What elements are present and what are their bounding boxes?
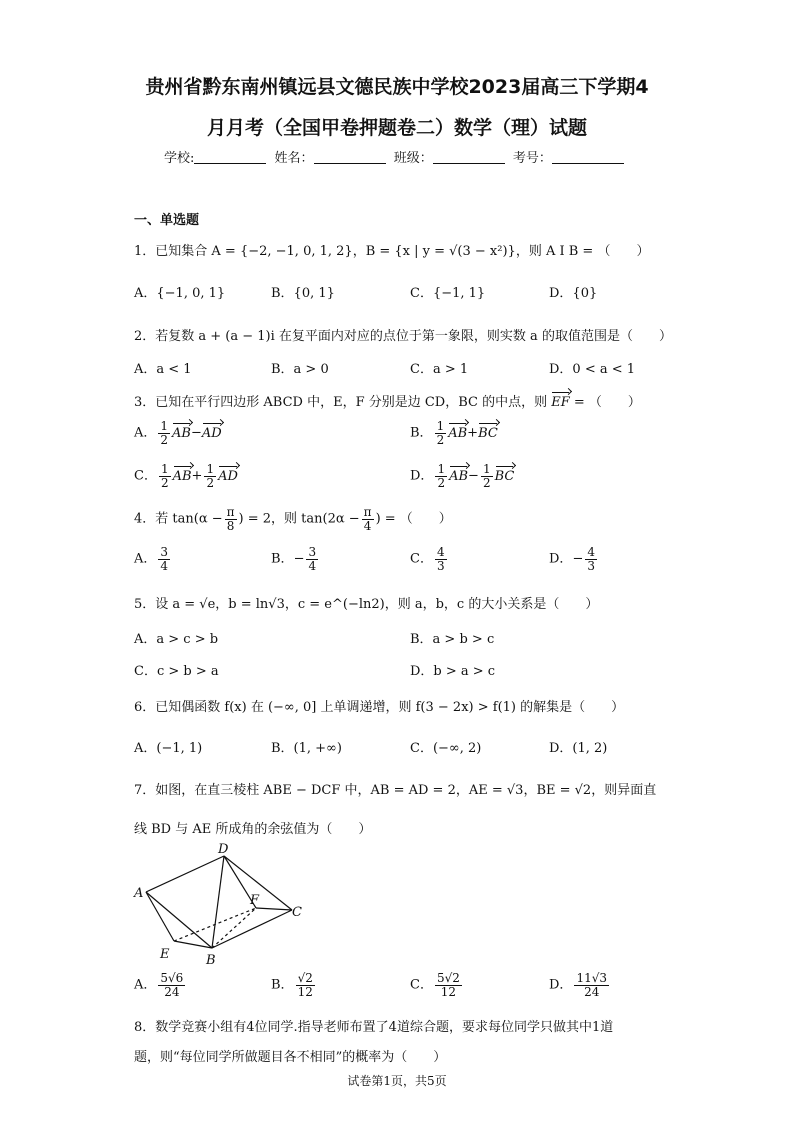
q5-option-c: C．c > b > a [134, 664, 219, 679]
q7-d-numerator: 11√3 [576, 971, 607, 985]
q7-d-fraction [574, 972, 609, 998]
q3-a-vector-1: AB [172, 425, 191, 441]
q2-option-d: D．0 < a < 1 [549, 362, 636, 377]
q7-b-label: B． [271, 977, 294, 993]
q3-d-fraction-2 [481, 463, 493, 489]
q7-c-denominator: 12 [440, 984, 457, 999]
q7-b-denominator: 12 [297, 984, 313, 999]
q3-c-fraction-1 [159, 463, 171, 489]
q3-option-b-label: B． [410, 425, 433, 441]
q7-a-numerator: 5√6 [160, 971, 184, 985]
q7-c-label: C． [410, 977, 433, 993]
q4-a-denominator: 4 [160, 558, 169, 573]
q3-c-vector-1: AB [172, 468, 192, 484]
title-line-2: 月月考（全国甲卷押题卷二）数学（理）试题 [206, 117, 587, 139]
q4-d-fraction [585, 546, 597, 572]
q4-fraction-1 [225, 506, 237, 532]
q7-c-fraction [435, 972, 462, 998]
class-label: 班级： [393, 151, 433, 166]
figure-label-c: C [292, 905, 302, 920]
q4-b-fraction [306, 546, 318, 572]
q3-vector-ef: EF [551, 395, 570, 410]
q4-b-sign: − [293, 551, 305, 567]
q4-c-denominator: 3 [436, 558, 445, 573]
q3-b-denominator: 2 [436, 432, 445, 447]
q3-c-denominator-2: 2 [206, 475, 215, 490]
q7-option-d [549, 972, 611, 998]
q3-option-a-label: A． [134, 425, 157, 441]
q3-a-denominator: 2 [160, 432, 169, 447]
q3-b-operator: + [467, 425, 479, 441]
q7-option-b [271, 972, 317, 998]
q3-c-numerator-2: 1 [206, 462, 215, 476]
q4-stem-part-3: ) = （ ） [375, 511, 452, 527]
q3-d-fraction-1 [435, 463, 447, 489]
q2-option-a: A．a < 1 [134, 362, 192, 377]
q4-fraction-2 [362, 506, 374, 532]
q3-d-vector-1: AB [449, 468, 469, 484]
q7-option-c [410, 972, 464, 998]
figure-label-f: F [250, 893, 260, 908]
exam-number-label: 考号： [512, 151, 552, 166]
q1-option-a: A．{−1, 0, 1} [134, 286, 226, 301]
q4-a-numerator: 3 [160, 545, 169, 559]
q2-option-b: B．a > 0 [271, 362, 329, 377]
q4-d-label: D． [549, 551, 573, 567]
q4-b-label: B． [271, 551, 294, 567]
q3-option-c [134, 463, 238, 489]
q4-b-denominator: 4 [308, 558, 317, 573]
class-blank [433, 150, 505, 164]
q3-option-d [410, 463, 514, 489]
q1-option-c: C．{−1, 1} [410, 286, 486, 301]
prism-figure [126, 840, 316, 968]
q4-option-d [549, 546, 599, 572]
q2-option-c: C．a > 1 [410, 362, 469, 377]
q3-option-d-label: D． [410, 468, 434, 484]
school-blank [194, 150, 266, 164]
question-3-stem [134, 391, 641, 410]
q3-b-vector-1: AB [448, 425, 468, 441]
q3-a-numerator: 1 [160, 419, 169, 433]
question-1-stem: 1．已知集合 A = {−2, −1, 0, 1, 2}，B = {x | y = √(3 − x²)}，则 A I B = （ ） [134, 244, 650, 259]
page-footer: 试卷第1页，共5页 [347, 1074, 447, 1088]
student-info-row [164, 147, 628, 166]
q7-d-denominator: 24 [584, 984, 600, 999]
q5-option-b: B．a > b > c [410, 632, 495, 647]
q4-stem-part-1: 4．若 tan(α − [134, 511, 223, 527]
q3-stem-text: 3．已知在平行四边形 ABCD 中，E，F 分别是边 CD，BC 的中点，则 [134, 395, 548, 410]
name-blank [314, 150, 386, 164]
q3-b-fraction [435, 420, 447, 446]
q3-a-vector-2: AD [201, 425, 222, 441]
title-line-1: 贵州省黔东南州镇远县文德民族中学校2023届高三下学期4 [145, 76, 649, 98]
question-2-stem: 2．若复数 a + (a − 1)i 在复平面内对应的点位于第一象限，则实数 a 的取值范围是（ ） [134, 329, 672, 344]
q3-c-vector-2: AD [218, 468, 238, 484]
q4-f1-denominator: 8 [226, 518, 235, 533]
q6-option-b: B．(1, +∞) [271, 741, 342, 756]
q3-d-numerator-1: 1 [437, 462, 446, 476]
q6-option-d: D．(1, 2) [549, 741, 608, 756]
figure-label-d: D [218, 842, 229, 857]
name-label: 姓名： [274, 151, 314, 166]
q5-option-d: D．b > a > c [410, 664, 496, 679]
q6-option-c: C．(−∞, 2) [410, 741, 482, 756]
exam-number-blank [552, 150, 624, 164]
q3-option-a [134, 420, 222, 446]
q3-c-fraction-2 [204, 463, 216, 489]
q4-c-numerator: 4 [436, 545, 445, 559]
question-6-stem: 6．已知偶函数 f(x) 在 (−∞, 0] 上单调递增，则 f(3 − 2x) > f(1) 的解集是（ ） [134, 700, 625, 715]
q3-option-c-label: C． [134, 468, 157, 484]
question-7-stem-line-1: 7．如图，在直三棱柱 ABE − DCF 中，AB = AD = 2，AE = √3，BE = √2，则异面直 [134, 783, 657, 798]
q3-b-numerator: 1 [436, 419, 445, 433]
q4-c-label: C． [410, 551, 433, 567]
q7-a-denominator: 24 [164, 984, 180, 999]
q5-option-a: A．a > c > b [134, 632, 219, 647]
figure-label-e: E [160, 947, 170, 962]
q4-f1-numerator: π [226, 505, 235, 519]
q3-d-denominator-1: 2 [437, 475, 446, 490]
q4-a-label: A． [134, 551, 157, 567]
q3-c-operator: + [191, 468, 203, 484]
q7-c-numerator: 5√2 [436, 971, 460, 985]
q3-c-denominator-1: 2 [160, 475, 169, 490]
q1-option-b: B．{0, 1} [271, 286, 335, 301]
q4-f2-denominator: 4 [363, 518, 372, 533]
q6-option-a: A．(−1, 1) [134, 741, 203, 756]
q4-option-b [271, 546, 320, 572]
q7-option-a [134, 972, 187, 998]
q7-b-numerator: √2 [297, 971, 313, 985]
section-heading: 一、单选题 [134, 213, 200, 228]
q4-f2-numerator: π [363, 505, 372, 519]
q3-a-operator: − [190, 425, 202, 441]
q7-d-label: D． [549, 977, 573, 993]
q4-d-numerator: 4 [587, 545, 595, 559]
question-4-stem [134, 506, 452, 532]
q4-d-sign: − [572, 551, 584, 567]
q3-d-denominator-2: 2 [482, 475, 491, 490]
q4-option-a [134, 546, 172, 572]
q7-a-label: A． [134, 977, 157, 993]
figure-label-a: A [134, 886, 144, 901]
question-5-stem: 5．设 a = √e，b = ln√3，c = e^(−ln2)，则 a，b，c 的大小关系是（ ） [134, 597, 599, 612]
q3-stem-end: = （ ） [573, 395, 641, 410]
q4-option-c [410, 546, 449, 572]
q4-stem-part-2: ) = 2，则 tan(2α − [238, 511, 360, 527]
q4-d-denominator: 3 [587, 558, 595, 573]
q7-b-fraction [296, 972, 315, 998]
q4-c-fraction [435, 546, 447, 572]
q3-b-vector-2: BC [478, 425, 498, 441]
q3-d-vector-2: BC [494, 468, 515, 484]
q3-c-numerator-1: 1 [160, 462, 169, 476]
figure-label-b: B [206, 953, 216, 968]
q3-option-b [410, 420, 498, 446]
q4-a-fraction [158, 546, 170, 572]
q3-d-operator: − [468, 468, 479, 484]
q3-d-numerator-2: 1 [482, 462, 491, 476]
question-7-stem-line-2: 线 BD 与 AE 所成角的余弦值为（ ） [134, 822, 372, 837]
q7-a-fraction [158, 972, 185, 998]
q1-option-d: D．{0} [549, 286, 598, 301]
question-8-stem-line-1: 8．数学竞赛小组有4位同学.指导老师布置了4道综合题，要求每位同学只做其中1道 [134, 1020, 614, 1035]
q3-a-fraction [158, 420, 170, 446]
q4-b-numerator: 3 [308, 545, 317, 559]
school-label: 学校: [164, 151, 195, 166]
question-8-stem-line-2: 题，则“每位同学所做题目各不相同”的概率为（ ） [134, 1050, 447, 1065]
